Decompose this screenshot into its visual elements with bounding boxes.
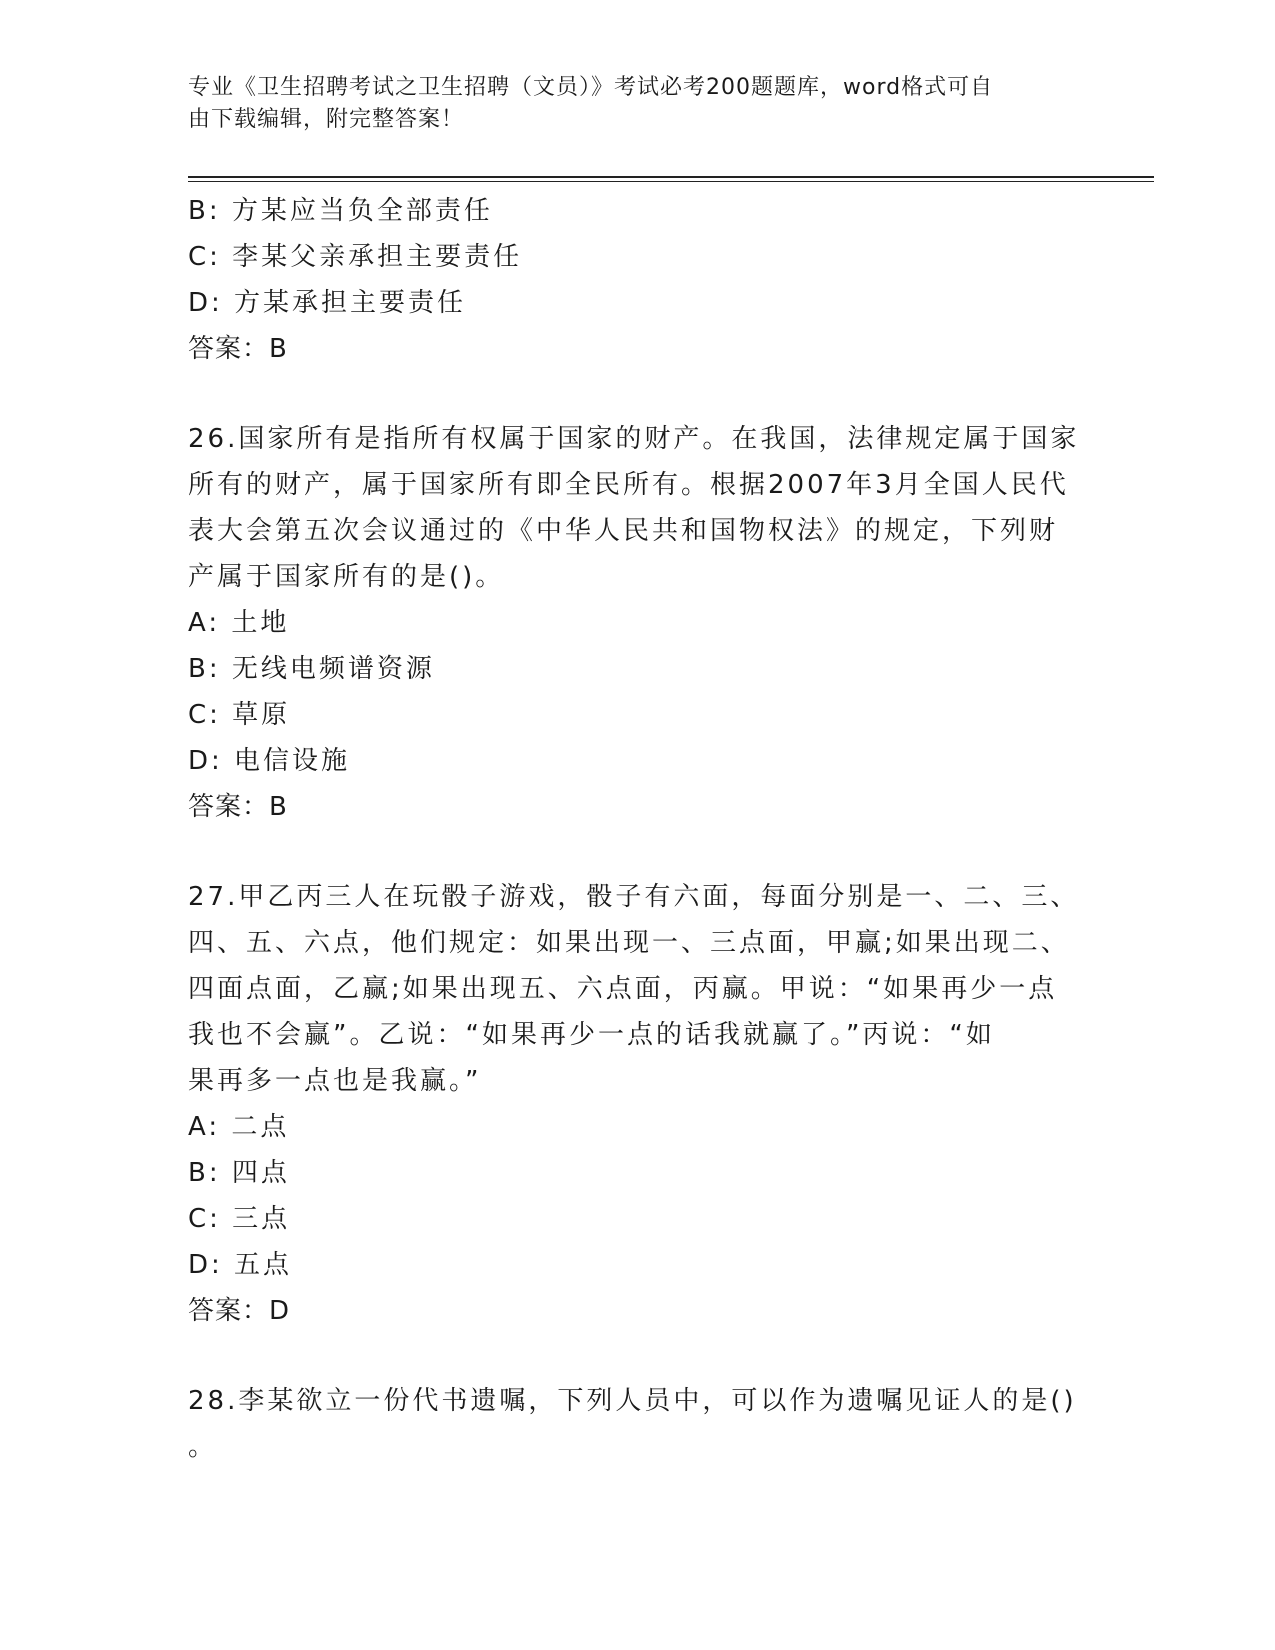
option-d: D: 五点: [188, 1250, 293, 1280]
question-25-tail: [188, 188, 1068, 372]
question-27: [188, 874, 1080, 1334]
option-c: C: 三点: [188, 1204, 291, 1234]
option-c: C: 草原: [188, 700, 291, 730]
question-text-line: 所有的财产，属于国家所有即全民所有。根据2007年3月全国人民代: [188, 470, 1069, 500]
spacer: [188, 830, 1068, 874]
answer-line: 答案：B: [188, 334, 288, 364]
option-b: B: 方某应当负全部责任: [188, 196, 493, 226]
question-text-line: 27.甲乙丙三人在玩骰子游戏，骰子有六面，每面分别是一、二、三、: [188, 882, 1080, 912]
question-28: [188, 1378, 1077, 1470]
question-text-line: 产属于国家所有的是()。: [188, 562, 505, 592]
option-c: C: 李某父亲承担主要责任: [188, 242, 523, 272]
question-text-line: 26.国家所有是指所有权属于国家的财产。在我国，法律规定属于国家: [188, 424, 1080, 454]
option-b: B: 四点: [188, 1158, 290, 1188]
answer-line: 答案：D: [188, 1296, 291, 1326]
question-text-line: 四、五、六点，他们规定：如果出现一、三点面，甲赢;如果出现二、: [188, 928, 1070, 958]
answer-line: 答案：B: [188, 792, 288, 822]
question-26: [188, 416, 1080, 830]
question-text-line: 果再多一点也是我赢。”: [188, 1066, 482, 1096]
option-b: B: 无线电频谱资源: [188, 654, 435, 684]
option-a: A: 土地: [188, 608, 290, 638]
header-divider: [188, 176, 1154, 182]
header-line-2: 由下载编辑，附完整答案！: [188, 107, 465, 132]
question-text-line: 。: [188, 1432, 218, 1462]
option-d: D: 方某承担主要责任: [188, 288, 467, 318]
option-d: D: 电信设施: [188, 746, 351, 776]
question-text-line: 我也不会赢”。乙说：“如果再少一点的话我就赢了。”丙说：“如: [188, 1020, 995, 1050]
question-content: [188, 188, 1080, 1470]
option-a: A: 二点: [188, 1112, 290, 1142]
question-text-line: 四面点面，乙赢;如果出现五、六点面，丙赢。甲说：“如果再少一点: [188, 974, 1058, 1004]
spacer: [188, 1334, 1068, 1378]
header-line-1: 专业《卫生招聘考试之卫生招聘（文员）》考试必考200题题库，word格式可自: [188, 75, 994, 100]
spacer: [188, 372, 1068, 416]
question-text-line: 28.李某欲立一份代书遗嘱，下列人员中，可以作为遗嘱见证人的是(): [188, 1386, 1077, 1416]
page-header: [188, 72, 1068, 136]
question-text-line: 表大会第五次会议通过的《中华人民共和国物权法》的规定，下列财: [188, 516, 1059, 546]
